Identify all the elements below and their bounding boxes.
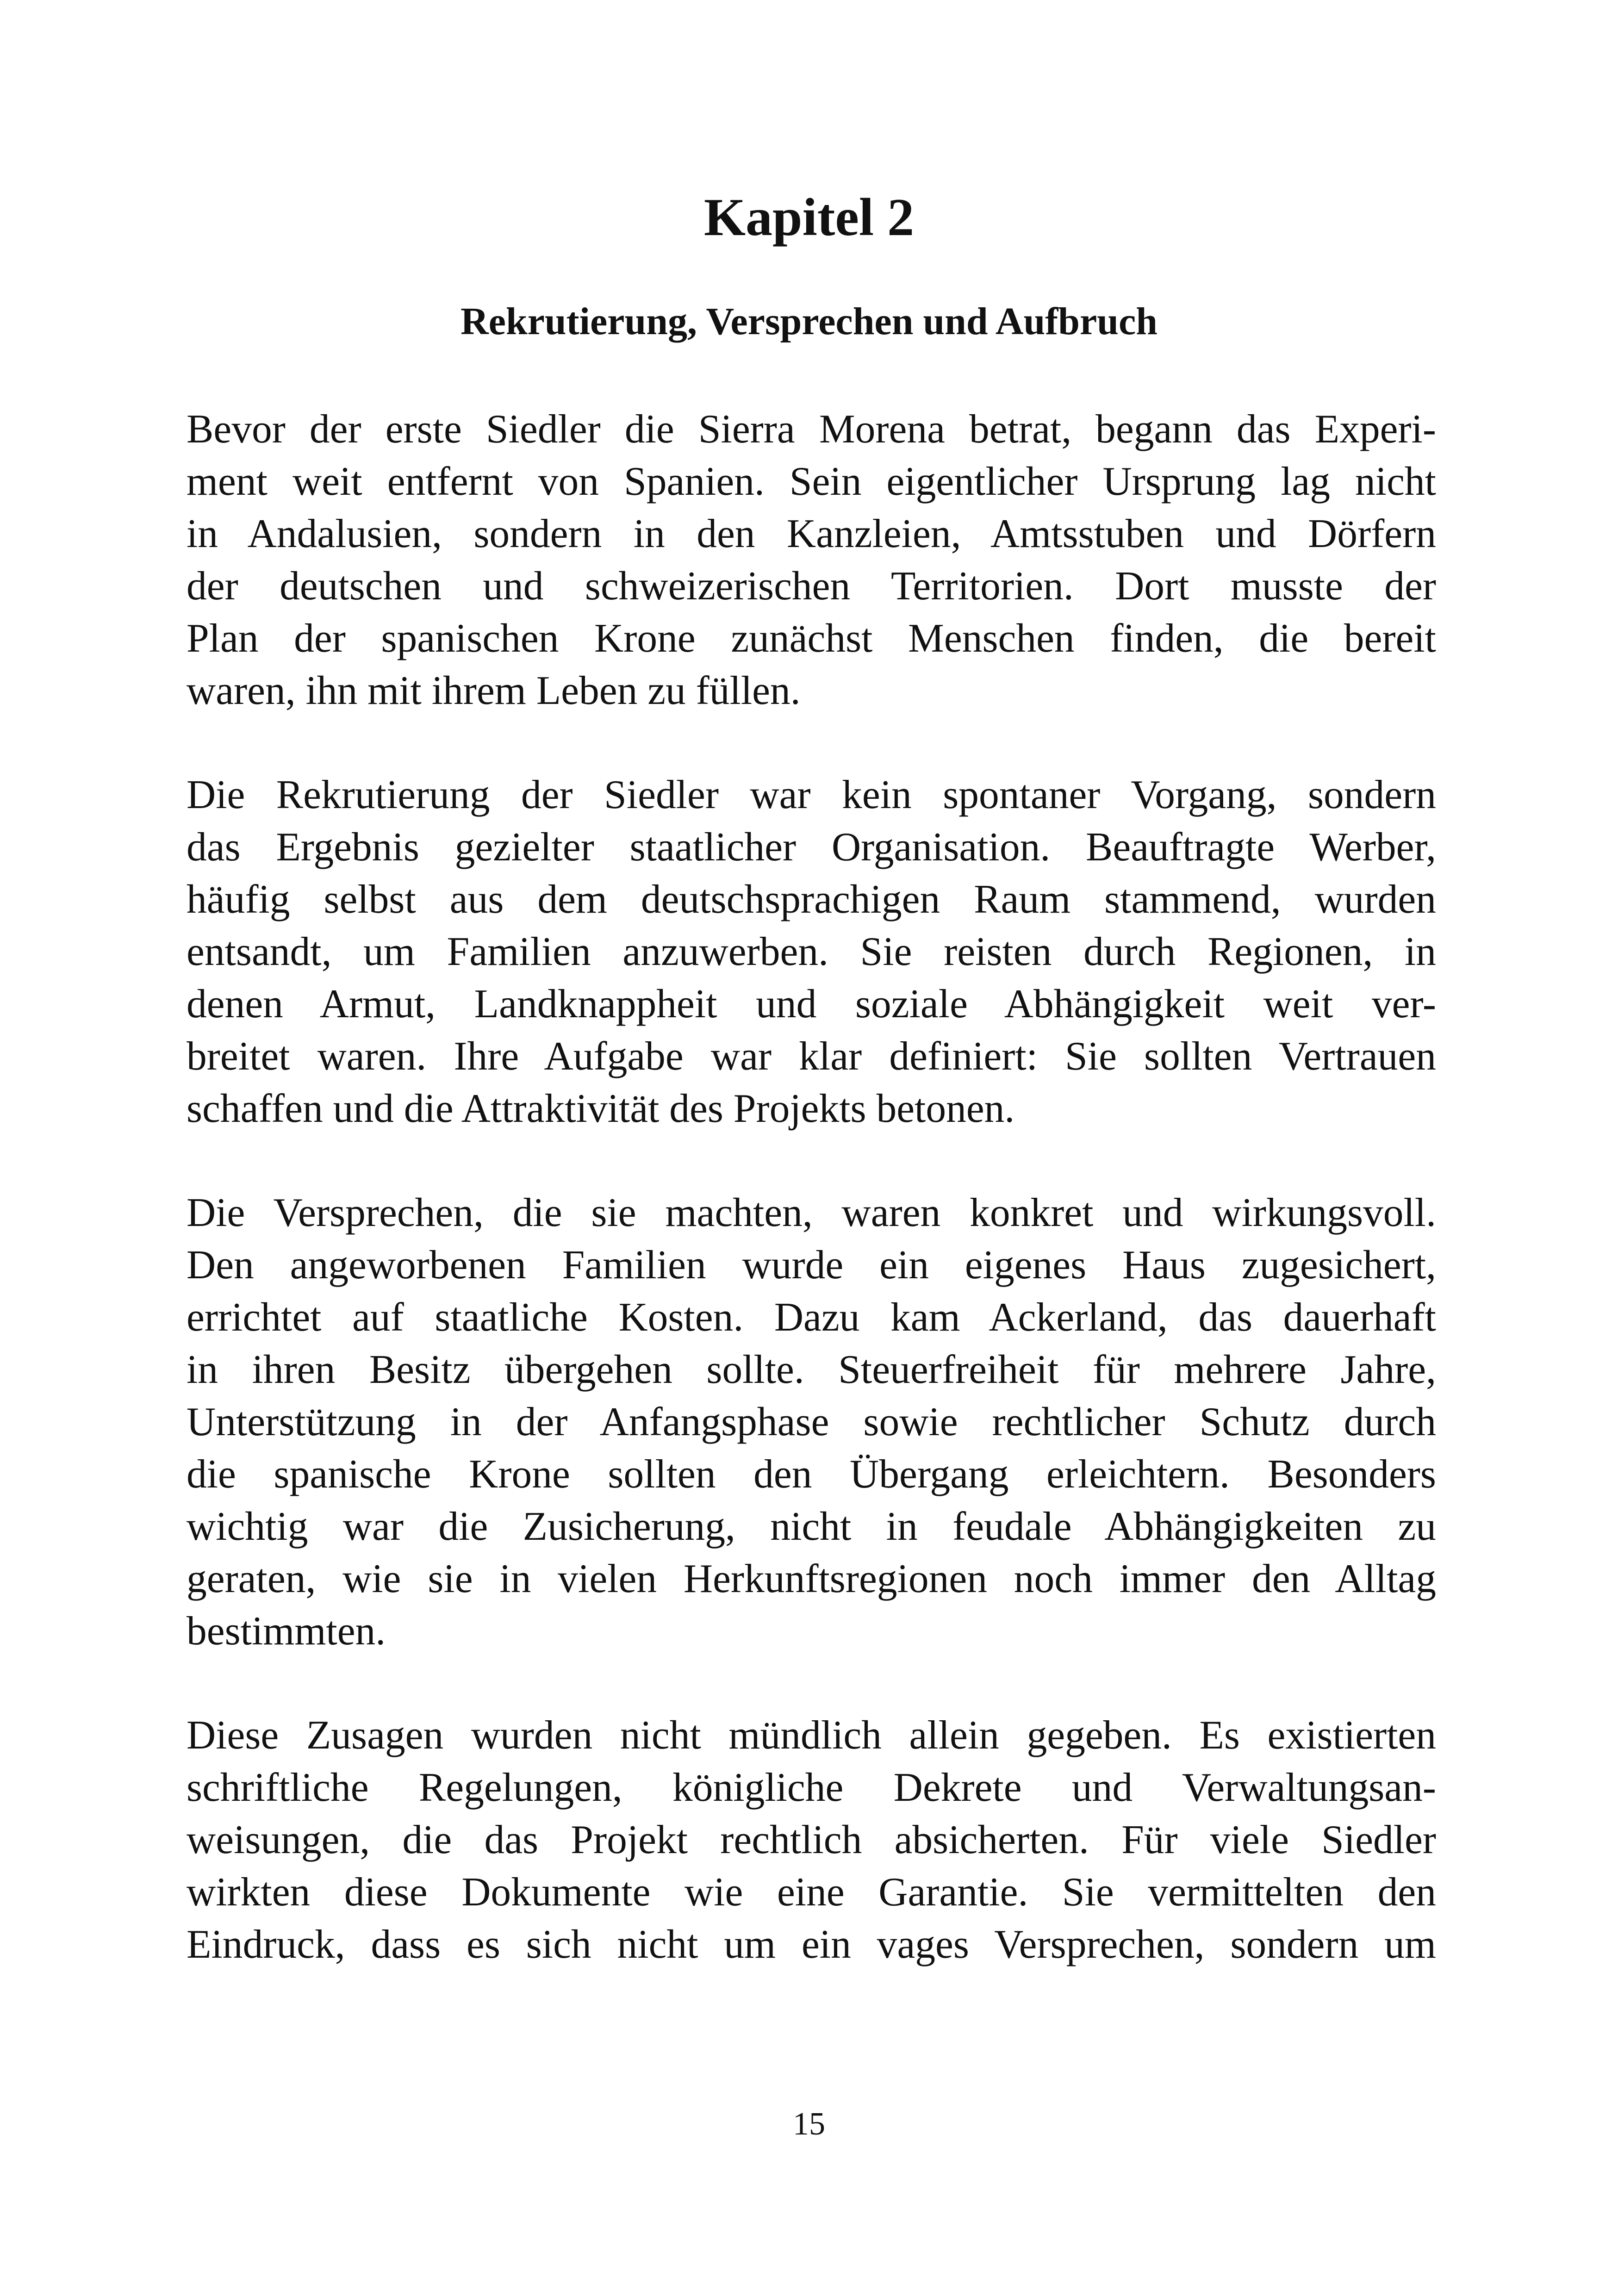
text-line: schriftliche Regelungen, königliche Dekrete und Verwaltungsan- (187, 1765, 1436, 1810)
text-line: ment weit entfernt von Spanien. Sein eigentlicher Ursprung lag nicht (187, 459, 1436, 504)
paragraph-3 (187, 1186, 1436, 1657)
text-line: wirkten diese Dokumente wie eine Garantie. Sie vermittelten den (187, 1869, 1436, 1914)
text-line: die spanische Krone sollten den Übergang erleichtern. Besonders (187, 1451, 1436, 1496)
paragraph-2 (187, 768, 1436, 1134)
chapter-subtitle: Rekrutierung, Versprechen und Aufbruch (460, 300, 1157, 343)
text-line: entsandt, um Familien anzuwerben. Sie reisten durch Regionen, in (187, 929, 1436, 974)
text-line: häufig selbst aus dem deutschsprachigen Raum stammend, wurden (187, 877, 1436, 921)
text-line: Die Rekrutierung der Siedler war kein spontaner Vorgang, sondern (187, 772, 1436, 817)
text-line: Unterstützung in der Anfangsphase sowie rechtlicher Schutz durch (187, 1399, 1436, 1444)
text-line: Diese Zusagen wurden nicht mündlich allein gegeben. Es existierten (187, 1712, 1436, 1757)
text-line: Plan der spanischen Krone zunächst Menschen finden, die bereit (187, 616, 1436, 660)
text-line: wichtig war die Zusicherung, nicht in feudale Abhängigkeiten zu (187, 1504, 1436, 1549)
text-line: Den angeworbenen Familien wurde ein eigenes Haus zugesichert, (187, 1242, 1436, 1287)
paragraph-4 (187, 1709, 1436, 1970)
text-line: errichtet auf staatliche Kosten. Dazu kam Ackerland, das dauerhaft (187, 1294, 1436, 1339)
text-line: Die Versprechen, die sie machten, waren konkret und wirkungsvoll. (187, 1190, 1436, 1235)
text-line: Bevor der erste Siedler die Sierra Morena betrat, begann das Experi- (187, 406, 1436, 451)
page-number: 15 (793, 2106, 825, 2142)
text-line: geraten, wie sie in vielen Herkunftsregionen noch immer den Alltag (187, 1556, 1436, 1601)
text-line: in Andalusien, sondern in den Kanzleien, Amtsstuben und Dörfern (187, 511, 1436, 556)
text-line: das Ergebnis gezielter staatlicher Organisation. Beauftragte Werber, (187, 824, 1436, 869)
text-line: schaffen und die Attraktivität des Projekts betonen. (187, 1086, 1015, 1131)
text-line: in ihren Besitz übergehen sollte. Steuerfreiheit für mehrere Jahre, (187, 1347, 1436, 1392)
chapter-title: Kapitel 2 (703, 188, 915, 247)
text-line: waren, ihn mit ihrem Leben zu füllen. (187, 668, 801, 713)
text-line: bestimmten. (187, 1608, 386, 1653)
text-line: denen Armut, Landknappheit und soziale Abhängigkeit weit ver- (187, 981, 1436, 1026)
text-line: Eindruck, dass es sich nicht um ein vages Versprechen, sondern um (187, 1922, 1436, 1966)
text-line: der deutschen und schweizerischen Territorien. Dort musste der (187, 563, 1436, 608)
paragraph-1 (187, 403, 1436, 716)
text-line: breitet waren. Ihre Aufgabe war klar definiert: Sie sollten Vertrauen (187, 1033, 1436, 1078)
text-line: weisungen, die das Projekt rechtlich absicherten. Für viele Siedler (187, 1817, 1436, 1862)
body-text (187, 403, 1436, 2022)
